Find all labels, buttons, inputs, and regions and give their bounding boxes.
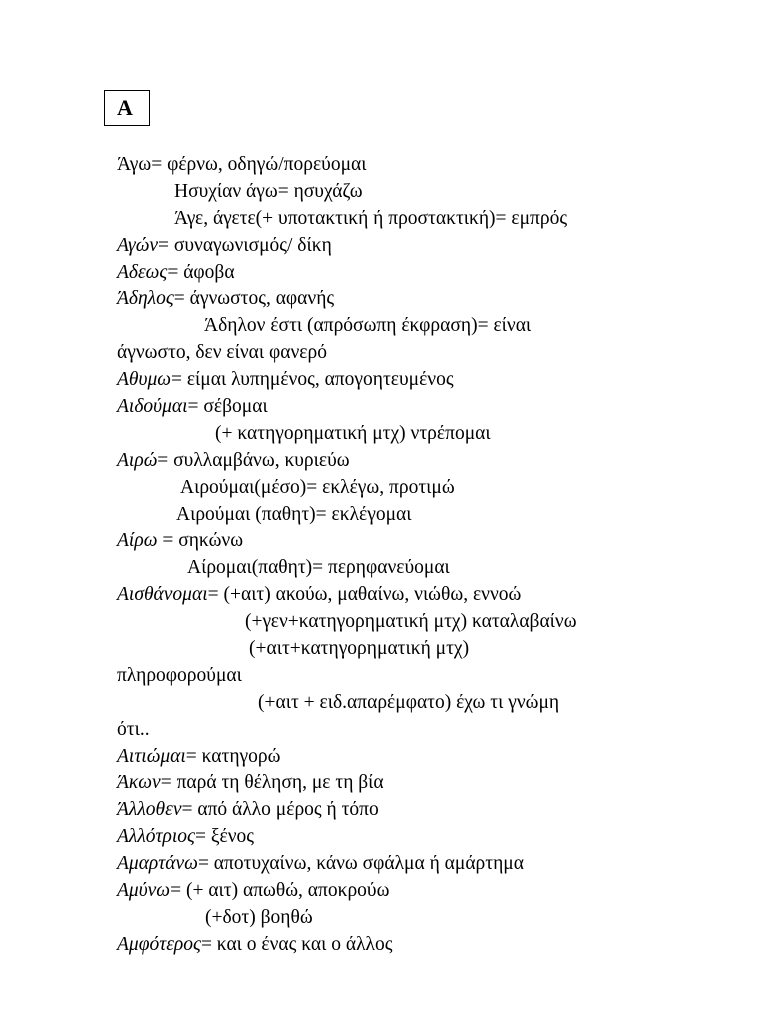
glossary-line bbox=[0, 394, 768, 421]
definition-text: Αιρούμαι(μέσο)= εκλέγω, προτιμώ bbox=[180, 476, 455, 498]
glossary-line bbox=[0, 932, 768, 959]
glossary-line bbox=[0, 663, 768, 690]
definition-text: πληροφορούμαι bbox=[117, 664, 242, 686]
section-letter-box bbox=[104, 90, 150, 126]
glossary-line bbox=[0, 744, 768, 771]
headword: Αισθάνομαι bbox=[117, 584, 208, 606]
glossary-line bbox=[0, 878, 768, 905]
headword: Αλλότριος bbox=[117, 826, 195, 848]
definition-text: = (+αιτ) ακούω, μαθαίνω, νιώθω, εννοώ bbox=[207, 584, 522, 606]
definition-text: = άγνωστος, αφανής bbox=[173, 288, 335, 310]
glossary-line bbox=[0, 421, 768, 448]
headword: Άκων bbox=[117, 772, 161, 794]
headword: Αθυμω bbox=[117, 369, 171, 391]
definition-text: (+δοτ) βοηθώ bbox=[205, 906, 313, 928]
definition-text: = (+ αιτ) απωθώ, αποκρούω bbox=[170, 880, 390, 902]
headword: Αγών bbox=[117, 234, 158, 256]
glossary-line bbox=[0, 233, 768, 260]
glossary-lines bbox=[0, 152, 768, 959]
definition-text: = σέβομαι bbox=[187, 396, 268, 418]
glossary-line bbox=[0, 152, 768, 179]
glossary-line bbox=[0, 555, 768, 582]
headword: Αίρω bbox=[117, 530, 158, 552]
glossary-line bbox=[0, 636, 768, 663]
glossary-line bbox=[0, 475, 768, 502]
glossary-line bbox=[0, 770, 768, 797]
definition-text: (+ κατηγορηματική μτχ) ντρέπομαι bbox=[215, 422, 491, 444]
headword: Αδεως bbox=[117, 261, 168, 283]
glossary-line bbox=[0, 717, 768, 744]
definition-text: Αιρούμαι (παθητ)= εκλέγομαι bbox=[176, 503, 412, 525]
headword: Αιρώ bbox=[117, 449, 158, 471]
definition-text: Αίρομαι(παθητ)= περηφανεύομαι bbox=[187, 557, 450, 579]
definition-text: = συναγωνισμός/ δίκη bbox=[157, 234, 332, 256]
definition-text: ότι.. bbox=[117, 718, 150, 740]
glossary-line bbox=[0, 528, 768, 555]
definition-text: = αποτυχαίνω, κάνω σφάλμα ή αμάρτημα bbox=[197, 853, 524, 875]
glossary-line bbox=[0, 448, 768, 475]
glossary-line bbox=[0, 690, 768, 717]
glossary-line bbox=[0, 286, 768, 313]
definition-text: (+αιτ+κατηγορηματική μτχ) bbox=[249, 638, 470, 660]
definition-text: = από άλλο μέρος ή τόπο bbox=[181, 799, 379, 821]
glossary-line bbox=[0, 179, 768, 206]
definition-text: = ξένος bbox=[194, 826, 255, 848]
glossary-line bbox=[0, 340, 768, 367]
glossary-line bbox=[0, 206, 768, 233]
definition-text: Άγε, άγετε(+ υποτακτική ή προστακτική)= εμπρός bbox=[174, 207, 568, 229]
headword: Αμαρτάνω bbox=[117, 853, 198, 875]
headword: Αιδούμαι bbox=[117, 396, 188, 418]
glossary-line bbox=[0, 824, 768, 851]
definition-text: Άγω= φέρνω, οδηγώ/πορεύομαι bbox=[117, 154, 367, 175]
glossary-line bbox=[0, 313, 768, 340]
definition-text: = και ο ένας και ο άλλος bbox=[200, 933, 393, 955]
glossary-line bbox=[0, 609, 768, 636]
headword: Άλλοθεν bbox=[117, 799, 182, 821]
definition-text: Άδηλον έστι (απρόσωπη έκφραση)= είναι bbox=[204, 315, 532, 337]
definition-text: = σηκώνω bbox=[157, 530, 244, 552]
definition-text: Ησυχίαν άγω= ησυχάζω bbox=[174, 180, 363, 202]
definition-text: = παρά τη θέληση, με τη βία bbox=[160, 772, 384, 794]
definition-text: = είμαι λυπημένος, απογοητευμένος bbox=[171, 369, 454, 391]
definition-text: (+αιτ + ειδ.απαρέμφατο) έχω τι γνώμη bbox=[258, 691, 560, 713]
definition-text: = κατηγορώ bbox=[185, 745, 281, 767]
glossary-line bbox=[0, 260, 768, 287]
headword: Άδηλος bbox=[117, 288, 174, 310]
definition-text: = άφοβα bbox=[167, 261, 235, 283]
glossary-line bbox=[0, 367, 768, 394]
glossary-line bbox=[0, 905, 768, 932]
glossary-line bbox=[0, 582, 768, 609]
definition-text: = συλλαμβάνω, κυριεύω bbox=[157, 449, 350, 471]
glossary-line bbox=[0, 797, 768, 824]
definition-text: (+γεν+κατηγορηματική μτχ) καταλαβαίνω bbox=[245, 611, 577, 633]
glossary-line bbox=[0, 502, 768, 529]
headword: Αμύνω bbox=[117, 880, 171, 902]
section-letter: Α bbox=[117, 95, 133, 120]
headword: Αιτιώμαι bbox=[117, 745, 186, 767]
definition-text: άγνωστο, δεν είναι φανερό bbox=[117, 342, 327, 364]
glossary-line bbox=[0, 851, 768, 878]
headword: Αμφότερος bbox=[117, 933, 201, 955]
